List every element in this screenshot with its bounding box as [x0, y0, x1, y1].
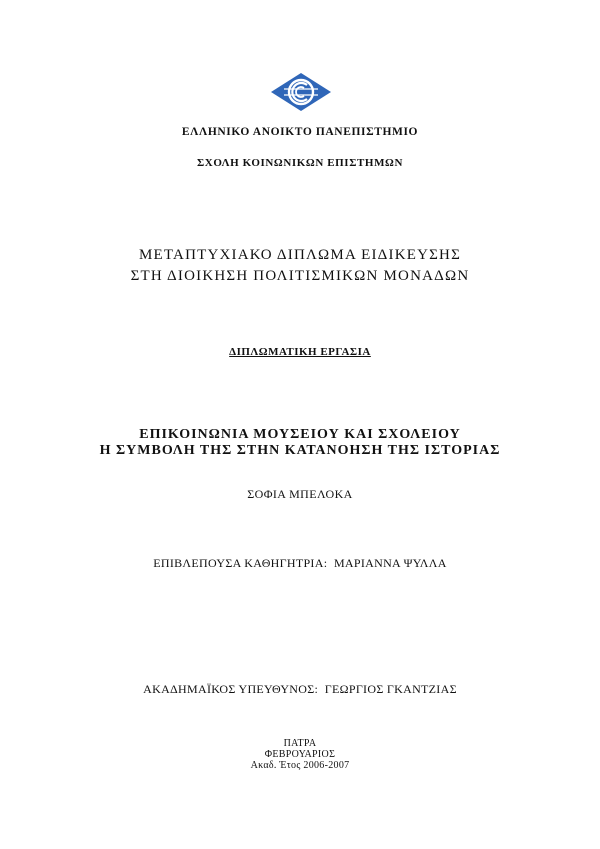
document-type	[0, 346, 600, 358]
program-line-1: ΜΕΤΑΠΤΥΧΙΑΚΟ ΔΙΠΛΩΜΑ ΕΙΔΙΚΕΥΣΗΣ	[138, 247, 462, 263]
program-line-2: ΣΤΗ ΔΙΟΙΚΗΣΗ ΠΟΛΙΤΙΣΜΙΚΩΝ ΜΟΝΑΔΩΝ	[130, 268, 470, 284]
university-logo-icon	[270, 72, 332, 112]
thesis-title-line-2: Η ΣΥΜΒΟΛΗ ΤΗΣ ΣΤΗΝ ΚΑΤΑΝΟΗΣΗ ΤΗΣ ΙΣΤΟΡΙΑΣ	[99, 443, 501, 458]
school-name: ΣΧΟΛΗ ΚΟΙΝΩΝΙΚΩΝ ΕΠΙΣΤΗΜΩΝ	[196, 157, 404, 169]
month: ΦΕΒΡΟΥΑΡΙΟΣ	[264, 749, 336, 760]
academic-responsible-label: ΑΚΑΔΗΜΑΪΚΟΣ ΥΠΕΥΘΥΝΟΣ:	[143, 682, 319, 696]
city: ΠΑΤΡΑ	[283, 738, 317, 749]
document-type-label: ΔΙΠΛΩΜΑΤΙΚΗ ΕΡΓΑΣΙΑ	[229, 346, 371, 358]
supervisor-name: ΜΑΡΙΑΝΝΑ ΨΥΛΛΑ	[333, 556, 447, 570]
academic-responsible-line	[0, 682, 600, 697]
thesis-title-line-1: ΕΠΙΚΟΙΝΩΝΙΑ ΜΟΥΣΕΙΟΥ ΚΑΙ ΣΧΟΛΕΙΟΥ	[139, 427, 461, 442]
supervisor-line	[0, 556, 600, 571]
author-name: ΣΟΦΙΑ ΜΠΕΛΟΚΑ	[247, 487, 353, 501]
academic-responsible-name: ΓΕΩΡΓΙΟΣ ΓΚΑΝΤΖΙΑΣ	[324, 682, 457, 696]
supervisor-label: ΕΠΙΒΛΕΠΟΥΣΑ ΚΑΘΗΓΗΤΡΙΑ:	[153, 556, 328, 570]
university-name: ΕΛΛΗΝΙΚΟ ΑΝΟΙΚΤΟ ΠΑΝΕΠΙΣΤΗΜΙΟ	[181, 126, 419, 138]
academic-year: Ακαδ. Έτος 2006-2007	[250, 760, 350, 771]
